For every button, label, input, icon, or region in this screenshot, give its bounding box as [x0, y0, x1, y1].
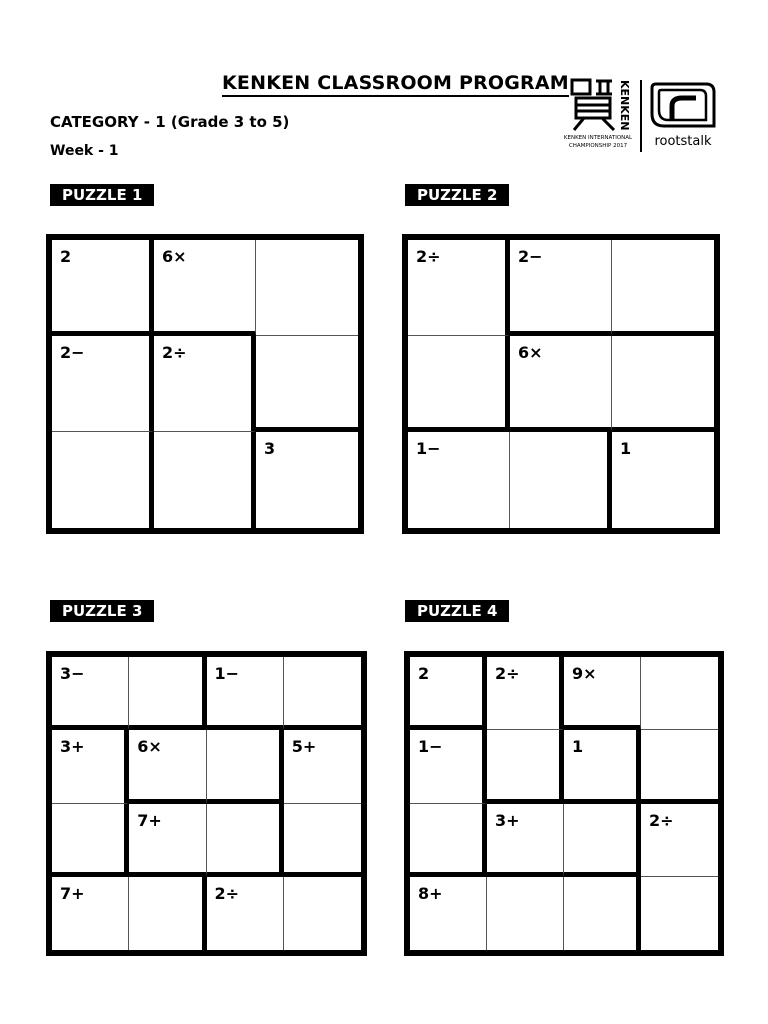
puzzle-1-label: PUZZLE 1 — [50, 184, 154, 206]
rootstalk-emblem-icon — [648, 80, 718, 134]
cage-clue: 2÷ — [416, 247, 441, 266]
grid-cell — [564, 804, 641, 877]
cage-clue: 6× — [137, 737, 162, 757]
cage-clue: 2÷ — [649, 810, 674, 830]
cage-clue: 2− — [518, 247, 543, 266]
grid-cell — [487, 730, 564, 803]
cage-clue: 2÷ — [214, 883, 240, 903]
puzzle-2-label: PUZZLE 2 — [405, 184, 509, 206]
puzzle-4-grid — [404, 651, 724, 956]
grid-cell — [284, 657, 361, 730]
cage-clue: 8+ — [418, 883, 443, 903]
page-title: KENKEN CLASSROOM PROGRAM — [222, 72, 569, 97]
grid-cell — [129, 877, 206, 950]
cage-clue: 7+ — [137, 810, 162, 830]
cage-clue: 1− — [214, 664, 240, 683]
puzzle-1-grid — [46, 234, 364, 534]
grid-cell — [129, 657, 206, 730]
grid-cell — [487, 877, 564, 950]
cage-clue: 3 — [264, 439, 276, 458]
cage-clue: 2− — [60, 343, 85, 362]
kenken-vertical-text: KENKEN — [618, 80, 631, 131]
puzzle-4-label: PUZZLE 4 — [405, 600, 509, 622]
logo-divider — [640, 80, 642, 152]
category-label: CATEGORY - 1 (Grade 3 to 5) — [50, 113, 290, 131]
kenken-caption-line2: CHAMPIONSHIP 2017 — [568, 143, 628, 149]
puzzle-3-label: PUZZLE 3 — [50, 600, 154, 622]
grid-cell — [52, 432, 154, 528]
grid-cell — [408, 336, 510, 432]
grid-cell — [564, 877, 641, 950]
cage-clue: 1− — [416, 439, 441, 458]
grid-cell — [284, 804, 361, 877]
kenken-caption-line1: KENKEN INTERNATIONAL — [563, 135, 633, 141]
grid-cell — [207, 804, 284, 877]
cage-clue: 3− — [60, 664, 85, 683]
grid-cell — [612, 240, 714, 336]
grid-cell — [641, 877, 718, 950]
grid-cell — [52, 804, 129, 877]
rootstalk-wordmark: rootstalk — [654, 134, 712, 149]
week-label: Week - 1 — [50, 143, 119, 159]
grid-cell — [154, 432, 256, 528]
cage-clue: 1 — [620, 439, 632, 458]
cage-clue: 2 — [418, 664, 430, 683]
cage-clue: 1 — [572, 737, 584, 757]
grid-cell — [256, 240, 358, 336]
grid-cell — [510, 432, 612, 528]
grid-cell — [207, 730, 284, 803]
cage-clue: 9× — [572, 664, 597, 683]
cage-clue: 3+ — [495, 810, 520, 830]
cage-clue: 5+ — [291, 737, 317, 757]
cage-clue: 1− — [418, 737, 443, 757]
cage-clue: 6× — [518, 343, 543, 362]
kenken-glyph-icon — [570, 78, 616, 132]
grid-cell — [641, 657, 718, 730]
grid-cell — [256, 336, 358, 432]
grid-cell — [641, 730, 718, 803]
puzzle-2-grid — [402, 234, 720, 534]
grid-cell — [612, 336, 714, 432]
puzzle-3-grid — [46, 651, 367, 956]
cage-clue: 2÷ — [495, 664, 520, 683]
kenken-championship-logo — [558, 78, 638, 154]
cage-clue: 7+ — [60, 883, 85, 903]
grid-cell — [284, 877, 361, 950]
rootstalk-logo — [648, 80, 718, 152]
cage-clue: 3+ — [60, 737, 85, 757]
cage-clue: 6× — [162, 247, 187, 266]
grid-cell — [410, 804, 487, 877]
cage-clue: 2 — [60, 247, 72, 266]
cage-clue: 2÷ — [162, 343, 187, 362]
